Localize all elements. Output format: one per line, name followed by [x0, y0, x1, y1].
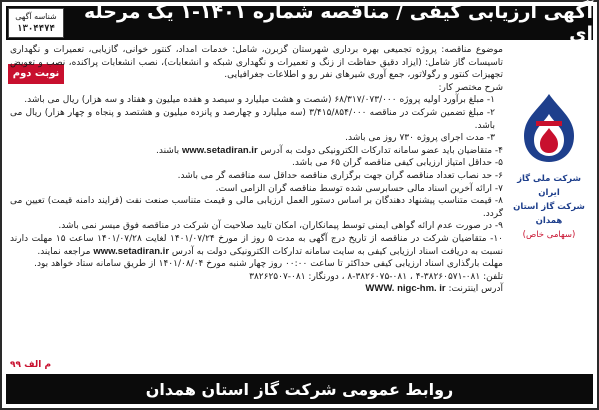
title-bar: [6, 1, 593, 45]
intro-paragraph: موضوع مناقصه: پروژه تجمیعی بهره برداری شهرستان گزبرن، شامل: خدمات امداد، کنتور خوانی، گازیابی، تعمیرات و نگهداری تاسیسات گاز شامل: (ایزاد دقیق حفاظت از زنگ و تعمیرات و نگهداری شبکه و انشعابات)، نصب انشعابات پراکنده، نصب و تعویض تجهیزات کنتور و رگولاتور، جمع آوری شیرهای نفر رو و اطلاعات جغرافیایی.: [10, 45, 503, 81]
org-name-line1: شرکت ملی گاز ایران: [517, 174, 581, 198]
item-10: [10, 233, 503, 258]
ad-code: م الف ۹۹: [10, 360, 52, 370]
summary-heading: شرح مختصر کار:: [438, 82, 503, 93]
org-name-line2: شرکت گاز استان: [513, 202, 585, 212]
org-name-line4: (سهامی خاص): [522, 230, 576, 240]
website-link[interactable]: WWW. nigc-hm. ir: [365, 283, 446, 295]
footer-title: روابط عمومی شرکت گاز استان همدان: [145, 379, 454, 399]
page-title: آگهی ارزیابی کیفی / مناقصه شماره ۱۴۰۱-۱ یک مرحله ای: [84, 1, 593, 45]
item-8: ۸- قیمت متناسب پیشنهاد دهندگان بر اساس دستور العمل ارزیابی مالی و قیمت متناسب صنعت نفت (فرایند دامنه قیمت) تعیین می گردد.: [10, 196, 503, 219]
org-name-line3: همدان: [535, 216, 563, 226]
item-6: ۶- حد نصاب تعداد مناقصه گران جهت برگزاری مناقصه حداقل سه مناقصه گر می باشد.: [177, 170, 503, 181]
setadiran-link[interactable]: www.setadiran.ir: [181, 144, 258, 156]
item-1: ۱- مبلغ برآورد اولیه پروژه ۶۸/۳۱۷/۰۷۳/۰۰۰ (شصت و هشت میلیارد و سیصد و هفده میلیون و هفتاد و سه هزار) ریال می باشد.: [24, 95, 495, 106]
item-11: مهلت بارگذاری اسناد ارزیابی کیفی حداکثر تا ساعت ۰۰:۰۰ روز چهار شنبه مورخ ۱۴۰۱/۰۸/۰۴ از طریق سامانه ستاد خواهد بود.: [34, 259, 503, 270]
item-4-suffix: باشند.: [156, 145, 180, 156]
item-9: ۹- در صورت عدم ارائه گواهی ایمنی توسط پیمانکاران، امکان تایید صلاحیت آن شرکت در مناقصه فوق میسر نمی باشد.: [58, 221, 503, 232]
organization-panel: [507, 46, 591, 336]
item-4: [10, 145, 503, 158]
contact-phones: تلفن: ۰۸۱-۳۸۲۶۰۵۷۱-۴ ، ۰۸۱-۳۸۲۶۰۷۵-۸ ، دورنگار: ۰۸۱-۳۸۲۶۲۵۰۷: [249, 271, 503, 282]
item-10-suffix: مراجعه نمایند.: [37, 246, 91, 257]
website-line: [10, 283, 503, 296]
item-10-text: ۱۰- متقاضیان شرکت در مناقصه از تاریخ درج آگهی به مدت ۵ روز از مورخ ۱۴۰۱/۰۷/۲۴ لغایت ۱۴۰۱/۰۷/۲۸ ساعت ۱۵ مهلت دارند نسبت به دریافت اسناد ارزیابی کیفی به سایت سامانه تدارکات الکترونیکی دولت به آدرس: [10, 233, 504, 257]
website-label: آدرس اینترنت:: [448, 284, 503, 295]
item-4-text: ۴- متقاضیان باید عضو سامانه تدارکات الکترونیکی دولت به آدرس: [260, 145, 503, 156]
ad-id-box: [8, 8, 64, 38]
setadiran-link-2[interactable]: www.setadiran.ir: [93, 245, 170, 257]
item-5: ۵- حداقل امتیاز ارزیابی کیفی مناقصه گران ۶۵ می باشد.: [291, 158, 503, 169]
ad-body: [10, 44, 503, 374]
gas-company-logo-icon: [514, 88, 584, 168]
footer-bar: [6, 374, 593, 404]
ad-id-number: ۱۳۰۴۴۷۴: [17, 24, 55, 34]
ad-id-label: شناسه آگهی: [15, 12, 57, 21]
item-2: ۲- مبلغ تضمین شرکت در مناقصه ۳/۴۱۵/۸۵۴/۰۰۰ (سه میلیارد و چهارصد و پانزده میلیون و هشتصد و پنجاه و چهار هزار) ریال می باشد.: [10, 107, 495, 131]
item-7: ۷- ارائه آخرین اسناد مالی حسابرسی شده توسط مناقصه گران الزامی است.: [215, 183, 503, 194]
round-badge: نوبت دوم: [8, 64, 64, 84]
item-3: ۳- مدت اجرای پروژه ۷۳۰ روز می باشد.: [345, 133, 495, 144]
